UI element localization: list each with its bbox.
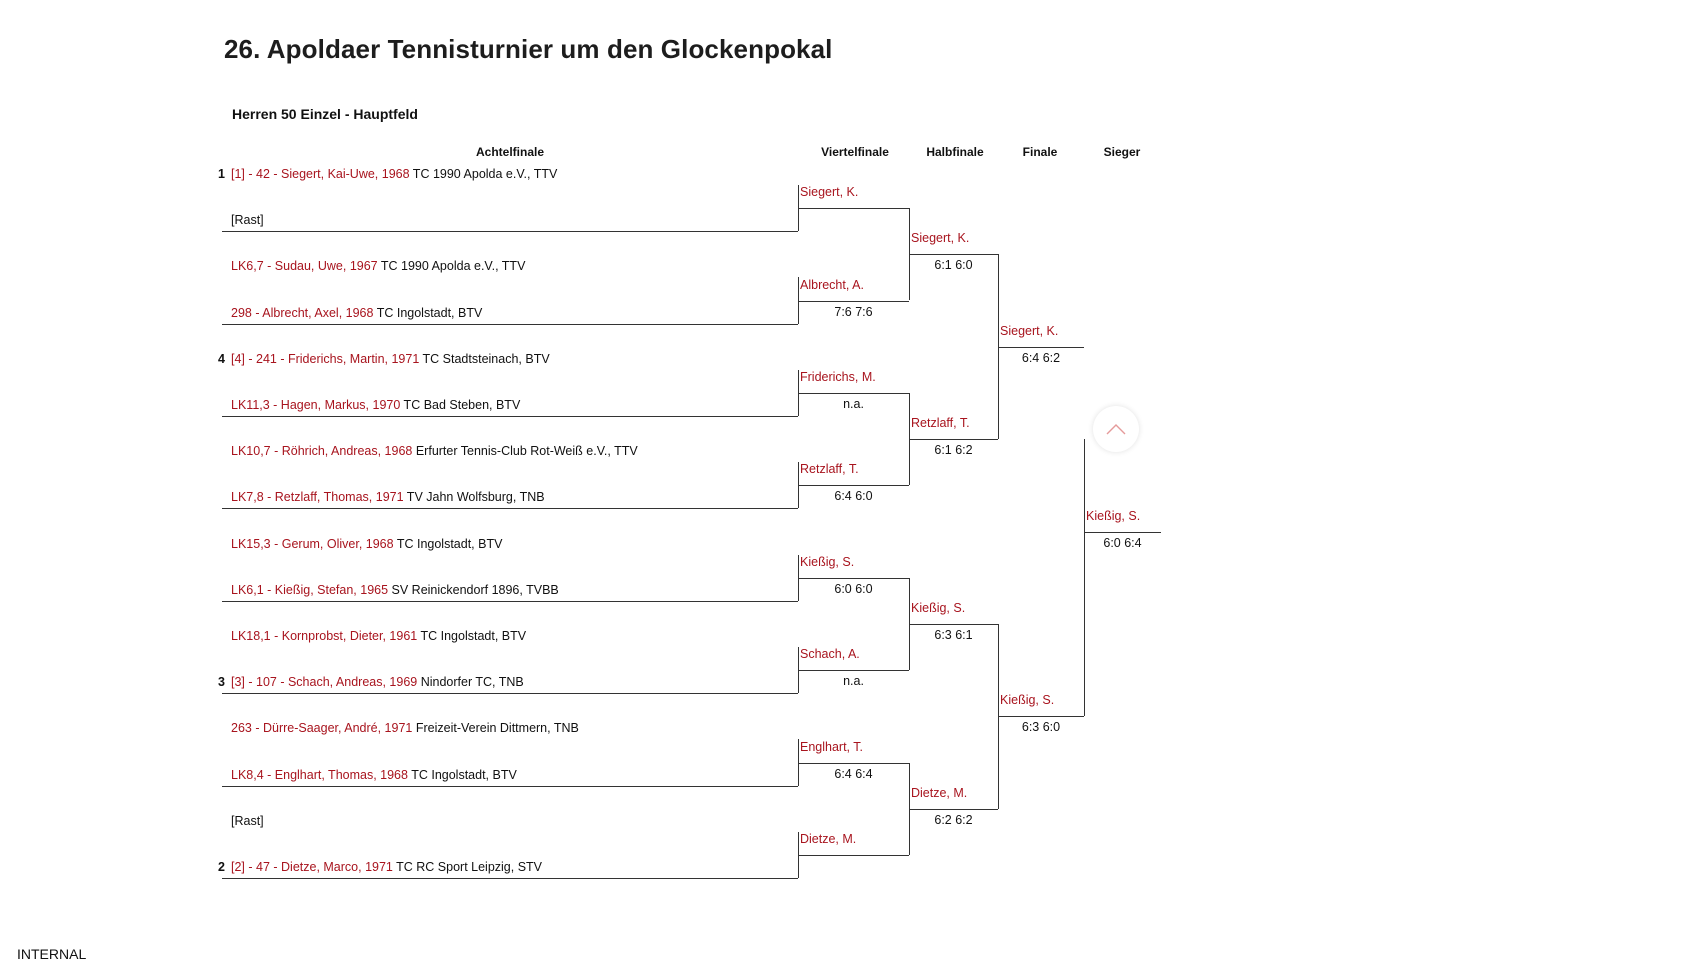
- column-header-round-of-16: Achtelfinale: [475, 145, 544, 159]
- champion-name[interactable]: Kießig, S.: [1086, 508, 1141, 523]
- quarterfinal-score: 6:4 6:0: [834, 489, 873, 504]
- player-club: SV Reinickendorf 1896, TVBB: [388, 582, 559, 597]
- bracket-entry: [213, 768, 517, 782]
- bye-label: [Rast]: [231, 213, 264, 228]
- semifinal-score: 6:1 6:2: [934, 443, 973, 458]
- semifinal-line: [909, 439, 998, 440]
- player-name[interactable]: LK8,4 - Englhart, Thomas, 1968: [231, 767, 408, 782]
- player-club: TV Jahn Wolfsburg, TNB: [403, 490, 545, 505]
- draw-subtitle: Herren 50 Einzel - Hauptfeld: [232, 106, 418, 122]
- quarterfinal-score: 6:4 6:4: [834, 766, 873, 781]
- final-line: [998, 347, 1084, 348]
- quarterfinal-score: n.a.: [843, 396, 864, 411]
- column-header-quarterfinal: Viertelfinale: [821, 145, 889, 159]
- semifinal-winner[interactable]: Siegert, K.: [911, 231, 970, 246]
- player-name[interactable]: LK6,7 - Sudau, Uwe, 1967: [231, 259, 378, 274]
- entry-underline: [222, 601, 798, 602]
- semifinal-line: [909, 624, 998, 625]
- semifinal-score: 6:3 6:1: [934, 627, 973, 642]
- bracket-entry: [213, 352, 550, 366]
- quarterfinal-line: [798, 393, 909, 394]
- player-name[interactable]: LK10,7 - Röhrich, Andreas, 1968: [231, 444, 413, 459]
- quarterfinal-score: 6:0 6:0: [834, 581, 873, 596]
- bracket-entry: [213, 213, 264, 227]
- player-club: Nindorfer TC, TNB: [417, 675, 524, 690]
- player-club: TC Bad Steben, BTV: [400, 398, 521, 412]
- semifinal-score: 6:2 6:2: [934, 812, 973, 827]
- quarterfinal-score: n.a.: [843, 674, 864, 689]
- column-header-winner: Sieger: [1103, 145, 1141, 159]
- bracket-entry: [213, 306, 482, 320]
- bracket-connector: [1084, 439, 1085, 716]
- entry-underline: [222, 416, 798, 417]
- bracket-entry: [213, 444, 638, 458]
- quarterfinal-line: [798, 670, 909, 671]
- quarterfinal-winner[interactable]: Kießig, S.: [800, 554, 855, 569]
- player-name[interactable]: LK18,1 - Kornprobst, Dieter, 1961: [231, 629, 418, 643]
- player-name[interactable]: LK15,3 - Gerum, Oliver, 1968: [231, 536, 394, 551]
- chevron-up-icon: [1105, 422, 1127, 436]
- bracket-entry: [213, 675, 524, 689]
- player-name[interactable]: LK7,8 - Retzlaff, Thomas, 1971: [231, 490, 404, 505]
- quarterfinal-winner[interactable]: Retzlaff, T.: [800, 462, 859, 477]
- player-name[interactable]: 298 - Albrecht, Axel, 1968: [231, 305, 374, 320]
- entry-underline: [222, 324, 798, 325]
- entry-underline: [222, 786, 798, 787]
- final-score: 6:4 6:2: [1021, 350, 1061, 365]
- final-winner[interactable]: Siegert, K.: [1000, 323, 1059, 338]
- quarterfinal-line: [798, 208, 909, 209]
- semifinal-winner[interactable]: Kießig, S.: [911, 600, 966, 615]
- quarterfinal-line: [798, 578, 909, 579]
- player-club: TC 1990 Apolda e.V., TTV: [377, 259, 526, 274]
- quarterfinal-winner[interactable]: Englhart, T.: [800, 739, 864, 754]
- semifinal-line: [909, 254, 998, 255]
- player-club: TC Ingolstadt, BTV: [407, 767, 517, 782]
- semifinal-winner[interactable]: Retzlaff, T.: [911, 416, 970, 431]
- quarterfinal-line: [798, 855, 909, 856]
- player-club: TC Ingolstadt, BTV: [373, 305, 483, 320]
- bracket-entry: [213, 167, 557, 181]
- entry-underline: [222, 878, 798, 879]
- column-header-semifinal: Halbfinale: [926, 145, 984, 159]
- classification-label: INTERNAL: [17, 946, 87, 962]
- player-club: TC 1990 Apolda e.V., TTV: [409, 167, 558, 181]
- player-name[interactable]: [4] - 241 - Friderichs, Martin, 1971: [231, 351, 420, 366]
- bracket-entry: [213, 490, 545, 504]
- player-name[interactable]: LK6,1 - Kießig, Stefan, 1965: [231, 582, 389, 597]
- seed-number: 3: [218, 675, 225, 690]
- bracket-entry: [213, 860, 542, 874]
- quarterfinal-line: [798, 301, 909, 302]
- bracket-entry: [213, 629, 526, 643]
- column-header-final: Finale: [1022, 145, 1058, 159]
- seed-number: 2: [218, 860, 225, 874]
- bracket-entry: [213, 259, 525, 273]
- semifinal-line: [909, 809, 998, 810]
- champion-line: [1084, 532, 1161, 533]
- entry-underline: [222, 508, 798, 509]
- player-club: Freizeit-Verein Dittmern, TNB: [412, 721, 579, 736]
- bracket-entry: [213, 583, 559, 597]
- bracket-entry: [213, 537, 502, 551]
- player-club: TC RC Sport Leipzig, STV: [392, 860, 543, 874]
- page-title: 26. Apoldaer Tennisturnier um den Glockenpokal: [224, 34, 833, 64]
- quarterfinal-winner[interactable]: Schach, A.: [800, 647, 860, 662]
- player-club: TC Stadtsteinach, BTV: [419, 351, 550, 366]
- seed-number: 4: [218, 351, 225, 366]
- quarterfinal-line: [798, 763, 909, 764]
- final-score: 6:3 6:0: [1021, 720, 1061, 735]
- semifinal-score: 6:1 6:0: [934, 258, 973, 273]
- quarterfinal-winner[interactable]: Dietze, M.: [800, 831, 857, 846]
- player-club: TC Ingolstadt, BTV: [417, 629, 527, 643]
- final-winner[interactable]: Kießig, S.: [1000, 693, 1055, 708]
- player-name[interactable]: [3] - 107 - Schach, Andreas, 1969: [231, 675, 418, 690]
- quarterfinal-line: [798, 485, 909, 486]
- player-name[interactable]: [2] - 47 - Dietze, Marco, 1971: [231, 860, 393, 874]
- player-name[interactable]: [1] - 42 - Siegert, Kai-Uwe, 1968: [231, 167, 410, 181]
- player-name[interactable]: LK11,3 - Hagen, Markus, 1970: [231, 398, 401, 412]
- bracket-entry: [213, 398, 520, 412]
- scroll-to-top-button[interactable]: [1093, 406, 1139, 452]
- quarterfinal-score: 7:6 7:6: [834, 304, 873, 319]
- player-club: Erfurter Tennis-Club Rot-Weiß e.V., TTV: [412, 444, 638, 459]
- entry-underline: [222, 231, 798, 232]
- quarterfinal-winner[interactable]: Friderichs, M.: [800, 369, 876, 384]
- bracket-entry: [213, 814, 264, 828]
- bracket-entry: [213, 721, 579, 735]
- quarterfinal-winner[interactable]: Albrecht, A.: [800, 277, 864, 292]
- entry-underline: [222, 693, 798, 694]
- champion-score: 6:0 6:4: [1103, 535, 1142, 550]
- player-name[interactable]: 263 - Dürre-Saager, André, 1971: [231, 721, 413, 736]
- bye-label: [Rast]: [231, 813, 264, 828]
- semifinal-winner[interactable]: Dietze, M.: [911, 785, 968, 800]
- player-club: TC Ingolstadt, BTV: [393, 536, 503, 551]
- final-line: [998, 716, 1084, 717]
- seed-number: 1: [218, 167, 225, 181]
- quarterfinal-winner[interactable]: Siegert, K.: [800, 185, 859, 200]
